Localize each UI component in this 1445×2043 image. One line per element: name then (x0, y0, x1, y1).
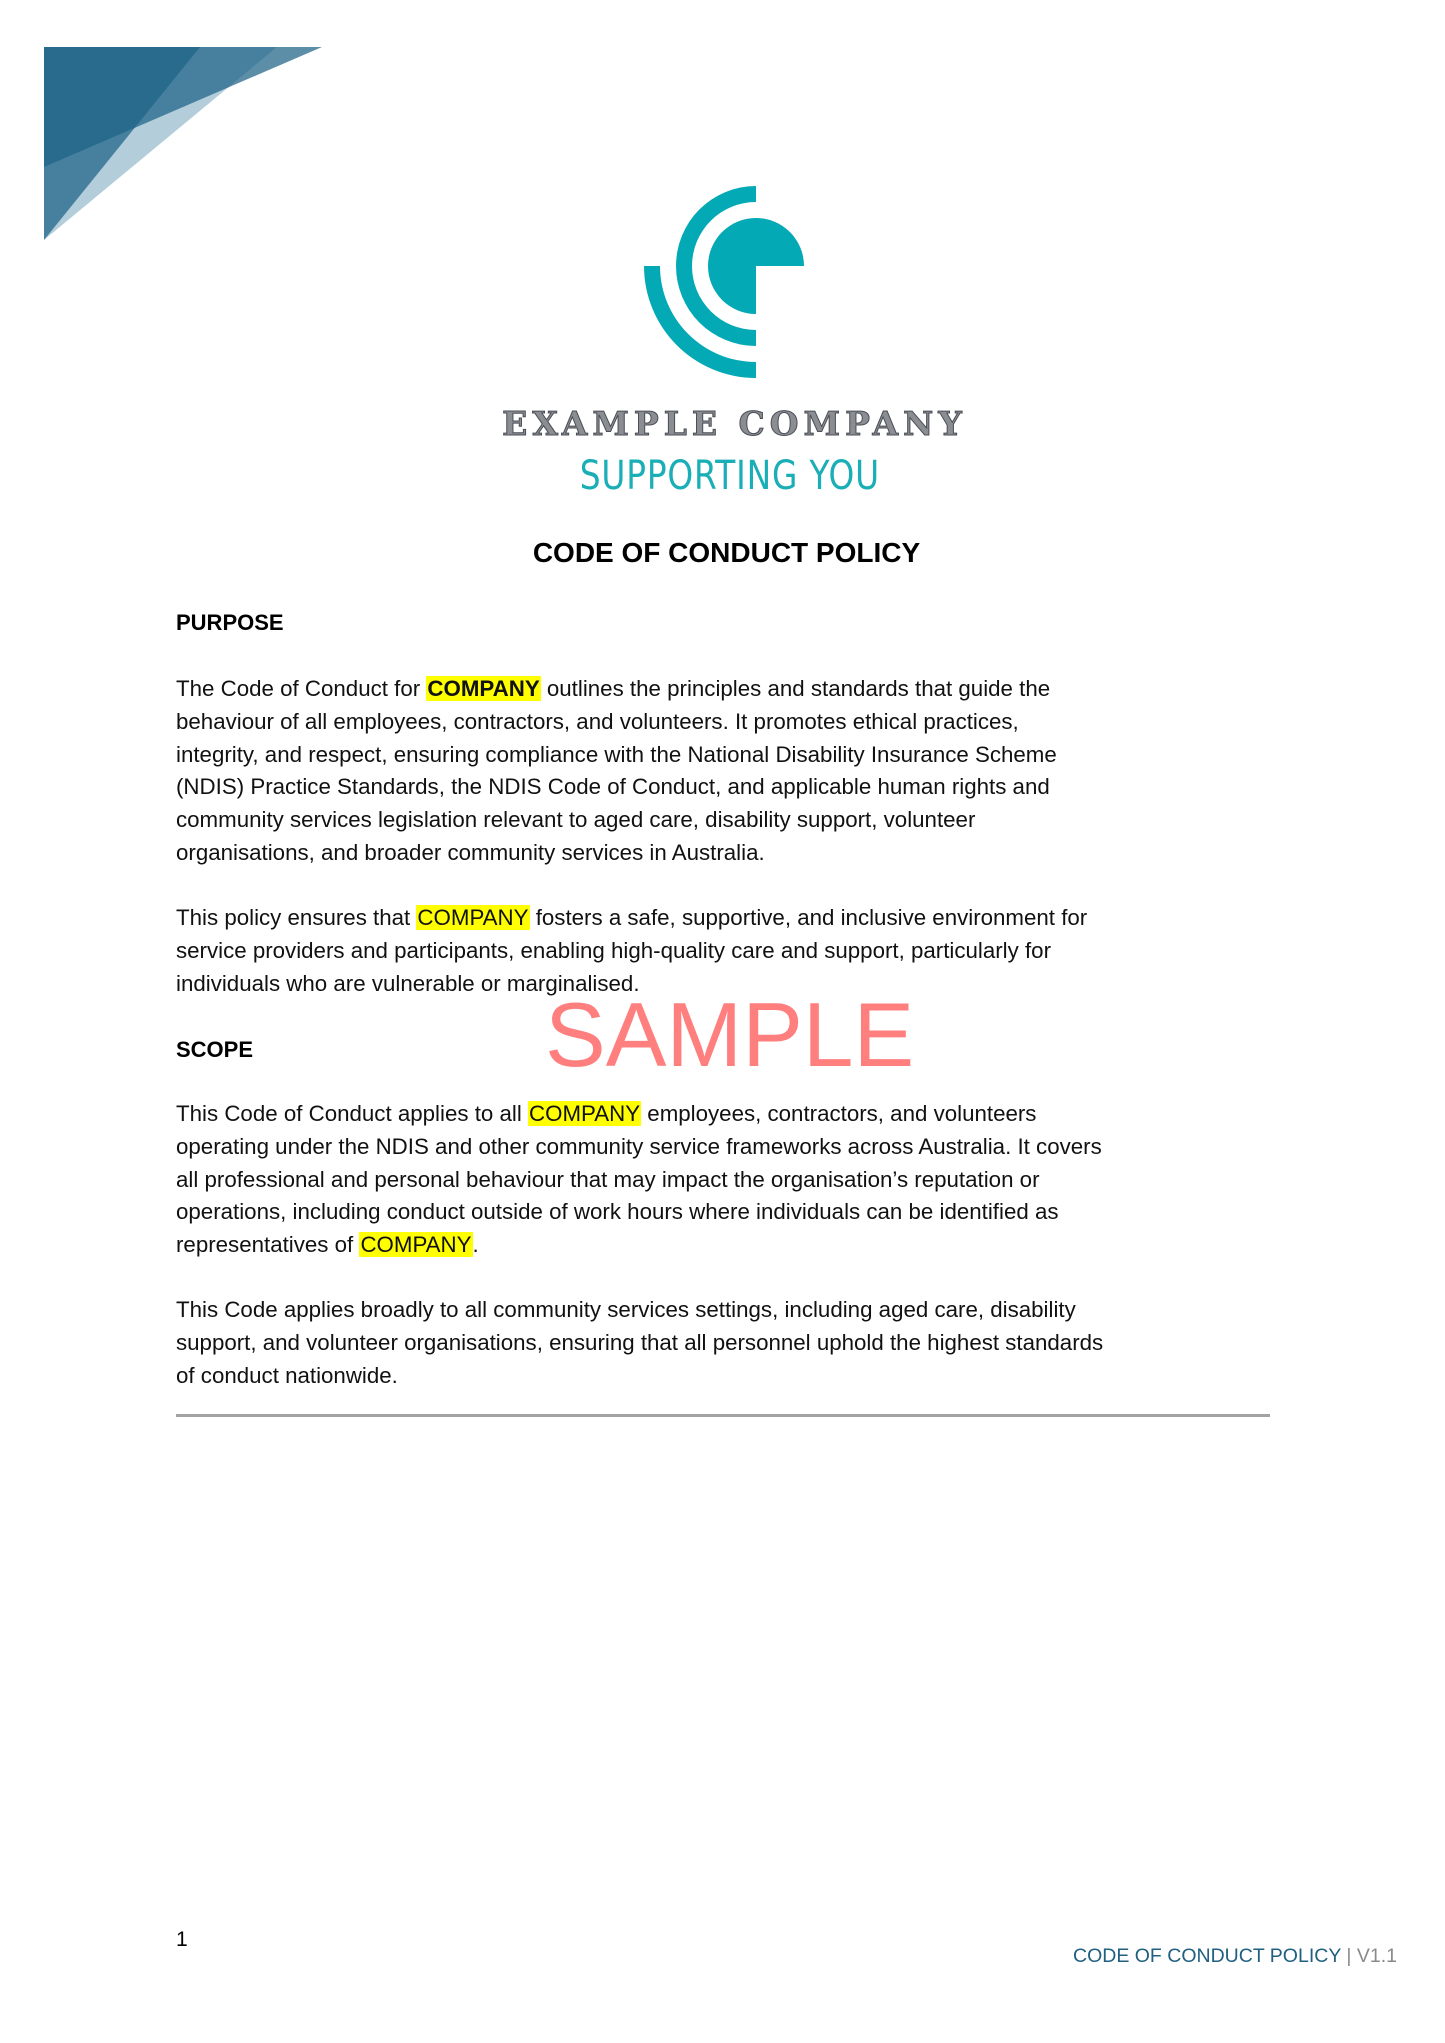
company-placeholder-highlight: COMPANY (427, 676, 540, 701)
company-placeholder-highlight: COMPANY (529, 1101, 641, 1126)
paragraph-line: organisations, and broader community services in Australia. (176, 839, 765, 865)
scope-paragraph-1 (176, 1098, 1286, 1262)
page-number: 1 (176, 1928, 188, 1951)
scope-paragraph-2 (176, 1294, 1286, 1392)
paragraph-line: operating under the NDIS and other community service frameworks across Australia. It covers (176, 1133, 1102, 1159)
section-heading-scope: SCOPE (176, 1037, 254, 1062)
corner-triangle-decoration (0, 0, 340, 260)
paragraph-line: community services legislation relevant to aged care, disability support, volunteer (176, 807, 976, 833)
paragraph-line: (NDIS) Practice Standards, the NDIS Code of Conduct, and applicable human rights and (176, 774, 1050, 800)
paragraph-line: service providers and participants, enabling high-quality care and support, particularly for (176, 937, 1052, 963)
footer-version: V1.1 (1356, 1945, 1397, 1967)
sample-watermark: SAMPLE (545, 985, 915, 1086)
paragraph-line: representatives of COMPANY. (176, 1232, 479, 1258)
company-placeholder-highlight: COMPANY (360, 1232, 472, 1258)
paragraph-line: integrity, and respect, ensuring compliance with the National Disability Insurance Scheme (176, 741, 1057, 767)
company-placeholder-highlight: COMPANY (417, 905, 529, 930)
company-tagline: SUPPORTING YOU (579, 453, 880, 499)
paragraph-line: individuals who are vulnerable or marginalised. (176, 970, 640, 996)
paragraph-line: This policy ensures that COMPANY fosters a safe, supportive, and inclusive environment for (176, 905, 1088, 930)
footer-separator: | (1340, 1945, 1357, 1967)
paragraph-line: This Code applies broadly to all community services settings, including aged care, disability (176, 1297, 1076, 1322)
paragraph-line: support, and volunteer organisations, ensuring that all personnel uphold the highest standards (176, 1329, 1104, 1355)
paragraph-line: The Code of Conduct for COMPANY outlines the principles and standards that guide the (176, 676, 1051, 701)
paragraph-line: behaviour of all employees, contractors, and volunteers. It promotes ethical practices, (176, 708, 1019, 734)
paragraph-line: of conduct nationwide. (176, 1362, 398, 1388)
section-heading-purpose: PURPOSE (176, 610, 284, 635)
paragraph-line: all professional and personal behaviour that may impact the organisation’s reputation or (176, 1166, 1040, 1192)
paragraph-line: This Code of Conduct applies to all COMPANY employees, contractors, and volunteers (176, 1101, 1037, 1126)
section-divider (176, 1414, 1270, 1417)
company-logo-icon (636, 146, 876, 386)
footer-title: CODE OF CONDUCT POLICY (1072, 1945, 1341, 1967)
company-name: EXAMPLE COMPANY (502, 404, 967, 443)
purpose-paragraph-1 (176, 673, 1286, 870)
document-title: CODE OF CONDUCT POLICY (532, 537, 921, 568)
footer-doc-label (1073, 1944, 1397, 1968)
paragraph-line: operations, including conduct outside of work hours where individuals can be identified as (176, 1199, 1059, 1225)
